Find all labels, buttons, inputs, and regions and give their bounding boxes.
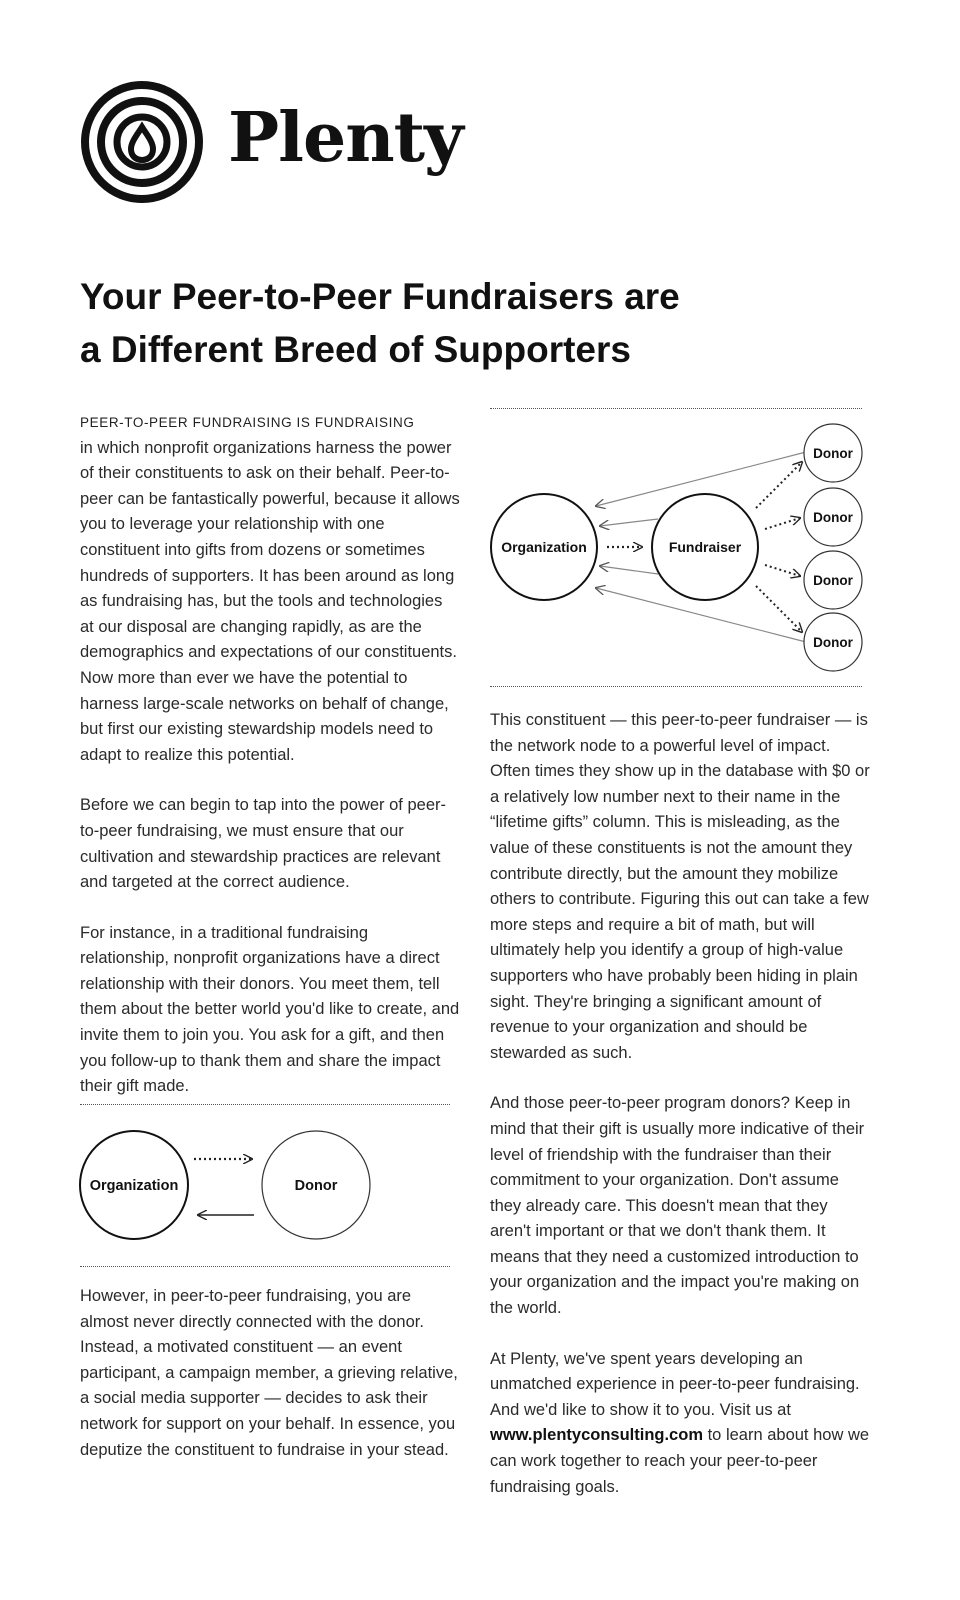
divider <box>490 408 862 409</box>
organization-label: Organization <box>501 539 587 555</box>
dotted-arrow-to-donor <box>756 586 802 632</box>
dotted-arrow-to-donor <box>756 462 802 508</box>
dotted-arrow-to-donor <box>765 518 800 529</box>
paragraph-p2p-contrast: However, in peer-to-peer fundraising, you are almost never directly connected with the donor. Instead, a motivated constituent — an event participant, a campaign member, a grieving relative, a social media supporter — decides to ask their network for support on your behalf. In essence, you deputize the constituent to fundraise in your stead. <box>80 1287 458 1459</box>
page-title <box>80 270 880 376</box>
donor-label: Donor <box>813 510 853 525</box>
paragraph-intro: in which nonprofit organizations harness the power of their constituents to ask on their behalf. Peer-to-peer can be fantastically powerful, because it allows you to leverage your relationship with one constituent into gifts from dozens or sometimes hundreds of supporters. It has been around as long as fundraising has, but the tools and technologies at our disposal are changing rapidly, as are the demographics and expectations of our constituents. Now more than ever we have the potential to harness large-scale networks on behalf of change, but first our existing stewardship models need to adapt to realize this potential. <box>80 438 460 764</box>
left-column-top <box>80 410 460 1100</box>
paragraph-instance: For instance, in a traditional fundraising relationship, nonprofit organizations have a direct relationship with their donors. You meet them, tell them about the better world you'd like to create, and invite them to join you. You ask for a gift, and then you follow-up to thank them and share the impact their gift made. <box>80 923 460 1096</box>
title-line-2: a Different Breed of Supporters <box>80 329 631 370</box>
traditional-diagram <box>76 1122 456 1252</box>
donor-label: Donor <box>813 573 853 588</box>
donor-label: Donor <box>294 1178 338 1194</box>
closing-text-after: to learn about how we can work together to reach your peer-to-peer fundraising goals. <box>490 1426 870 1496</box>
dotted-arrow-to-donor <box>765 565 800 576</box>
return-arrow <box>600 566 658 574</box>
concentric-drop-icon <box>80 80 204 204</box>
right-column <box>490 708 870 1500</box>
kicker: PEER-TO-PEER FUNDRAISING IS FUNDRAISING <box>80 415 415 430</box>
divider <box>80 1266 450 1267</box>
donor-label: Donor <box>813 446 853 461</box>
divider <box>80 1104 450 1105</box>
left-column-bottom <box>80 1284 460 1463</box>
closing-text-before: At Plenty, we've spent years developing an unmatched experience in peer-to-peer fundraising. And we'd like to show it to you. Visit us at <box>490 1349 860 1419</box>
paragraph-program-donors: And those peer-to-peer program donors? Keep in mind that their gift is usually more indicative of their level of friendship with the fundraiser than their commitment to your organization. Don't assume they already care. This doesn't mean that they aren't important or that we don't thank them. It means that they need a customized introduction to your organization and the impact you're making on the world. <box>490 1094 865 1318</box>
fundraiser-label: Fundraiser <box>668 539 742 555</box>
organization-label: Organization <box>89 1178 179 1194</box>
website-link[interactable]: www.plentyconsulting.com <box>490 1426 703 1445</box>
title-line-1: Your Peer-to-Peer Fundraisers are <box>80 276 680 317</box>
peer-to-peer-diagram <box>488 420 868 674</box>
brand-name: Plenty <box>228 98 463 178</box>
divider <box>490 686 862 687</box>
paragraph-network-node: This constituent — this peer-to-peer fundraiser — is the network node to a powerful level of impact. Often times they show up in the database with $0 or a relatively low number next to their name in the “lifetime gifts” column. This is misleading, as the value of these constituents is not the amount they contribute directly, but the amount they mobilize others to contribute. Figuring this out can take a few more steps and require a bit of math, but will ultimately help you identify a group of high-value supporters who have probably been hiding in plain sight. They're bringing a significant amount of revenue to your organization and should be stewarded as such. <box>490 711 870 1062</box>
paragraph-closing <box>490 1347 870 1501</box>
return-arrow <box>600 519 658 526</box>
donor-label: Donor <box>813 635 853 650</box>
paragraph-before: Before we can begin to tap into the power of peer-to-peer fundraising, we must ensure that our cultivation and stewardship practices are relevant and targeted at the correct audience. <box>80 796 446 892</box>
